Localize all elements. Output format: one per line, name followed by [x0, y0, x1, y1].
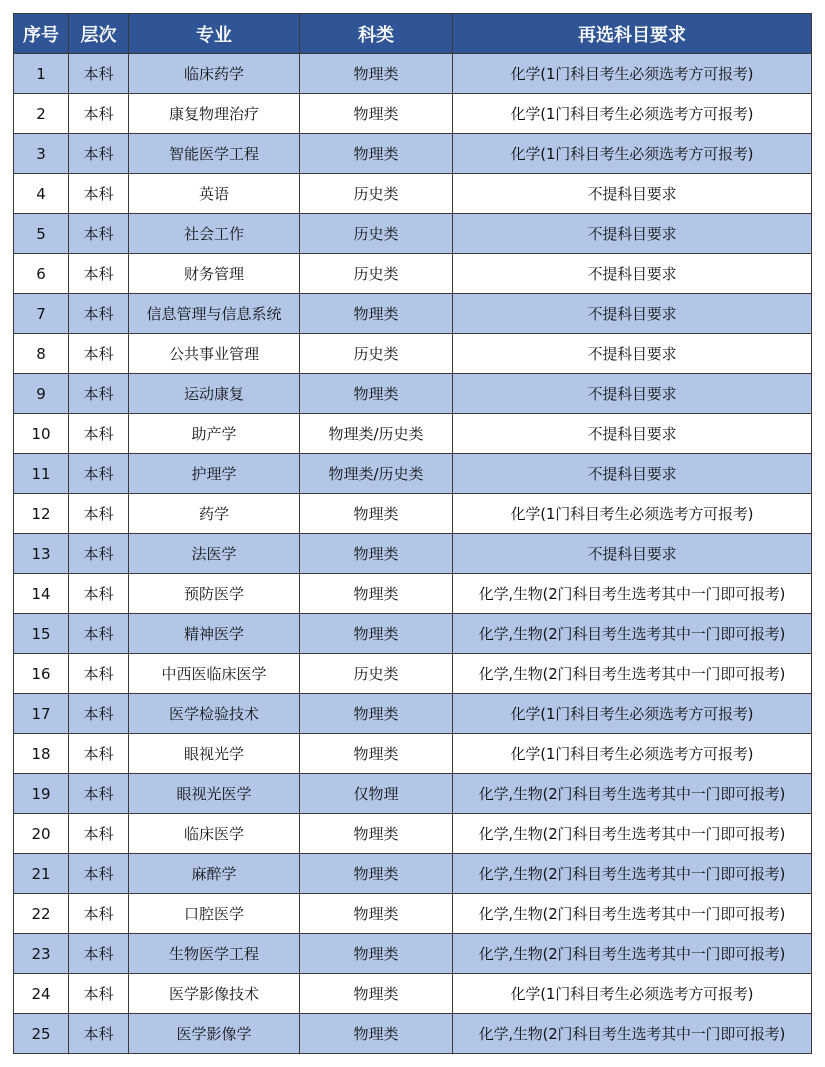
cell-requirement: 化学,生物(2门科目考生选考其中一门即可报考) — [453, 934, 812, 974]
cell-major: 眼视光医学 — [129, 774, 300, 814]
cell-major: 中西医临床医学 — [129, 654, 300, 694]
cell-level: 本科 — [69, 734, 129, 774]
cell-index: 5 — [14, 214, 69, 254]
header-requirement: 再选科目要求 — [453, 14, 812, 54]
cell-category: 历史类 — [300, 254, 453, 294]
cell-requirement: 化学(1门科目考生必须选考方可报考) — [453, 134, 812, 174]
cell-index: 21 — [14, 854, 69, 894]
table-row — [14, 94, 812, 134]
cell-level: 本科 — [69, 974, 129, 1014]
cell-requirement: 化学,生物(2门科目考生选考其中一门即可报考) — [453, 614, 812, 654]
cell-level: 本科 — [69, 814, 129, 854]
cell-level: 本科 — [69, 534, 129, 574]
cell-major: 麻醉学 — [129, 854, 300, 894]
table-row — [14, 214, 812, 254]
cell-index: 17 — [14, 694, 69, 734]
cell-requirement: 化学(1门科目考生必须选考方可报考) — [453, 494, 812, 534]
cell-index: 23 — [14, 934, 69, 974]
cell-requirement: 不提科目要求 — [453, 374, 812, 414]
table-row — [14, 454, 812, 494]
cell-major: 临床药学 — [129, 54, 300, 94]
cell-index: 24 — [14, 974, 69, 1014]
cell-category: 物理类 — [300, 934, 453, 974]
cell-category: 物理类 — [300, 614, 453, 654]
cell-index: 12 — [14, 494, 69, 534]
cell-index: 14 — [14, 574, 69, 614]
cell-category: 物理类 — [300, 1014, 453, 1054]
header-major: 专业 — [129, 14, 300, 54]
cell-requirement: 化学(1门科目考生必须选考方可报考) — [453, 694, 812, 734]
cell-index: 20 — [14, 814, 69, 854]
cell-requirement: 不提科目要求 — [453, 334, 812, 374]
cell-requirement: 不提科目要求 — [453, 534, 812, 574]
cell-category: 物理类 — [300, 534, 453, 574]
cell-category: 物理类 — [300, 734, 453, 774]
cell-level: 本科 — [69, 294, 129, 334]
table-row — [14, 614, 812, 654]
table-row — [14, 254, 812, 294]
cell-major: 药学 — [129, 494, 300, 534]
cell-category: 仅物理 — [300, 774, 453, 814]
cell-major: 智能医学工程 — [129, 134, 300, 174]
cell-index: 10 — [14, 414, 69, 454]
cell-level: 本科 — [69, 574, 129, 614]
table-row — [14, 1014, 812, 1054]
cell-category: 物理类 — [300, 574, 453, 614]
cell-level: 本科 — [69, 694, 129, 734]
cell-major: 康复物理治疗 — [129, 94, 300, 134]
cell-category: 物理类/历史类 — [300, 414, 453, 454]
table-row — [14, 654, 812, 694]
table-row — [14, 494, 812, 534]
cell-index: 7 — [14, 294, 69, 334]
table-row — [14, 774, 812, 814]
header-level: 层次 — [69, 14, 129, 54]
cell-requirement: 不提科目要求 — [453, 454, 812, 494]
cell-requirement: 不提科目要求 — [453, 294, 812, 334]
table-row — [14, 894, 812, 934]
cell-category: 物理类 — [300, 374, 453, 414]
cell-level: 本科 — [69, 174, 129, 214]
cell-index: 1 — [14, 54, 69, 94]
cell-requirement: 不提科目要求 — [453, 414, 812, 454]
cell-category: 物理类 — [300, 694, 453, 734]
cell-index: 15 — [14, 614, 69, 654]
cell-category: 历史类 — [300, 334, 453, 374]
cell-level: 本科 — [69, 894, 129, 934]
cell-major: 临床医学 — [129, 814, 300, 854]
major-requirements-table — [13, 13, 812, 1054]
cell-category: 物理类 — [300, 854, 453, 894]
cell-category: 物理类 — [300, 494, 453, 534]
table-row — [14, 694, 812, 734]
cell-major: 信息管理与信息系统 — [129, 294, 300, 334]
cell-category: 物理类/历史类 — [300, 454, 453, 494]
cell-level: 本科 — [69, 1014, 129, 1054]
cell-major: 护理学 — [129, 454, 300, 494]
table-row — [14, 854, 812, 894]
cell-requirement: 化学,生物(2门科目考生选考其中一门即可报考) — [453, 774, 812, 814]
cell-major: 口腔医学 — [129, 894, 300, 934]
table-body — [14, 54, 812, 1054]
cell-category: 历史类 — [300, 654, 453, 694]
table-row — [14, 414, 812, 454]
cell-requirement: 不提科目要求 — [453, 214, 812, 254]
cell-level: 本科 — [69, 134, 129, 174]
cell-major: 预防医学 — [129, 574, 300, 614]
cell-requirement: 不提科目要求 — [453, 254, 812, 294]
cell-index: 3 — [14, 134, 69, 174]
cell-requirement: 不提科目要求 — [453, 174, 812, 214]
cell-major: 精神医学 — [129, 614, 300, 654]
cell-level: 本科 — [69, 654, 129, 694]
cell-index: 6 — [14, 254, 69, 294]
table-row — [14, 134, 812, 174]
table-row — [14, 334, 812, 374]
cell-category: 物理类 — [300, 54, 453, 94]
cell-level: 本科 — [69, 54, 129, 94]
cell-index: 4 — [14, 174, 69, 214]
cell-major: 财务管理 — [129, 254, 300, 294]
cell-index: 25 — [14, 1014, 69, 1054]
cell-index: 19 — [14, 774, 69, 814]
cell-requirement: 化学,生物(2门科目考生选考其中一门即可报考) — [453, 574, 812, 614]
cell-index: 22 — [14, 894, 69, 934]
cell-major: 助产学 — [129, 414, 300, 454]
cell-requirement: 化学,生物(2门科目考生选考其中一门即可报考) — [453, 814, 812, 854]
table-row — [14, 54, 812, 94]
cell-index: 8 — [14, 334, 69, 374]
cell-requirement: 化学(1门科目考生必须选考方可报考) — [453, 974, 812, 1014]
table-row — [14, 174, 812, 214]
cell-level: 本科 — [69, 94, 129, 134]
table-row — [14, 374, 812, 414]
cell-major: 生物医学工程 — [129, 934, 300, 974]
cell-level: 本科 — [69, 214, 129, 254]
cell-level: 本科 — [69, 774, 129, 814]
cell-category: 物理类 — [300, 814, 453, 854]
table-row — [14, 934, 812, 974]
cell-level: 本科 — [69, 454, 129, 494]
cell-index: 18 — [14, 734, 69, 774]
cell-major: 眼视光学 — [129, 734, 300, 774]
cell-level: 本科 — [69, 254, 129, 294]
cell-requirement: 化学(1门科目考生必须选考方可报考) — [453, 54, 812, 94]
cell-major: 社会工作 — [129, 214, 300, 254]
cell-requirement: 化学(1门科目考生必须选考方可报考) — [453, 734, 812, 774]
cell-category: 物理类 — [300, 974, 453, 1014]
cell-requirement: 化学,生物(2门科目考生选考其中一门即可报考) — [453, 1014, 812, 1054]
table-row — [14, 574, 812, 614]
cell-major: 医学影像学 — [129, 1014, 300, 1054]
cell-level: 本科 — [69, 374, 129, 414]
cell-requirement: 化学,生物(2门科目考生选考其中一门即可报考) — [453, 654, 812, 694]
table-row — [14, 974, 812, 1014]
cell-level: 本科 — [69, 854, 129, 894]
cell-index: 9 — [14, 374, 69, 414]
cell-category: 物理类 — [300, 294, 453, 334]
cell-level: 本科 — [69, 614, 129, 654]
cell-level: 本科 — [69, 334, 129, 374]
table-row — [14, 814, 812, 854]
header-row — [14, 14, 812, 54]
header-index: 序号 — [14, 14, 69, 54]
cell-index: 2 — [14, 94, 69, 134]
cell-index: 13 — [14, 534, 69, 574]
cell-index: 16 — [14, 654, 69, 694]
cell-requirement: 化学,生物(2门科目考生选考其中一门即可报考) — [453, 854, 812, 894]
cell-major: 英语 — [129, 174, 300, 214]
header-category: 科类 — [300, 14, 453, 54]
cell-major: 公共事业管理 — [129, 334, 300, 374]
cell-index: 11 — [14, 454, 69, 494]
cell-level: 本科 — [69, 414, 129, 454]
table-row — [14, 734, 812, 774]
cell-category: 物理类 — [300, 894, 453, 934]
cell-major: 医学影像技术 — [129, 974, 300, 1014]
cell-requirement: 化学(1门科目考生必须选考方可报考) — [453, 94, 812, 134]
table-row — [14, 534, 812, 574]
cell-major: 法医学 — [129, 534, 300, 574]
table-header — [14, 14, 812, 54]
cell-category: 物理类 — [300, 134, 453, 174]
cell-category: 历史类 — [300, 174, 453, 214]
table-row — [14, 294, 812, 334]
cell-level: 本科 — [69, 494, 129, 534]
cell-requirement: 化学,生物(2门科目考生选考其中一门即可报考) — [453, 894, 812, 934]
cell-major: 运动康复 — [129, 374, 300, 414]
cell-major: 医学检验技术 — [129, 694, 300, 734]
cell-category: 历史类 — [300, 214, 453, 254]
cell-level: 本科 — [69, 934, 129, 974]
cell-category: 物理类 — [300, 94, 453, 134]
